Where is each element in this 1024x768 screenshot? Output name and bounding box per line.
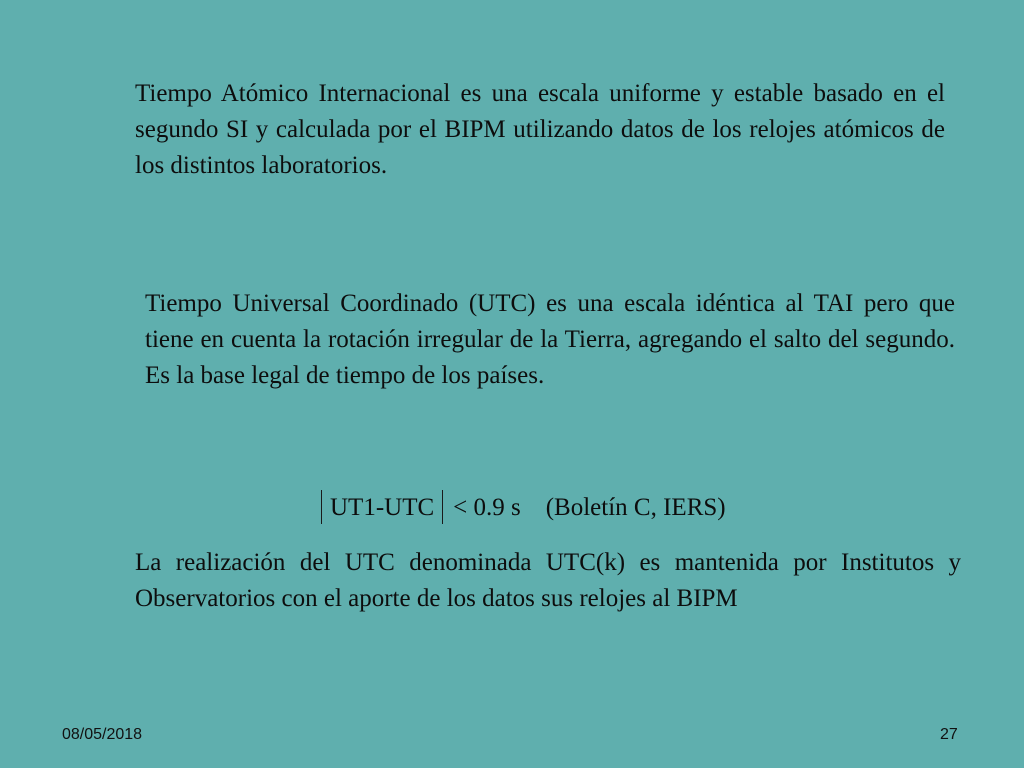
- formula-expression: UT1-UTC: [330, 494, 435, 521]
- formula-condition: < 0.9 s: [453, 494, 521, 521]
- paragraph-tai: Tiempo Atómico Internacional es una escala uniforme y estable basado en el segundo SI y calculada por el BIPM utilizando datos de los relojes atómicos de los distintos laboratorios.: [135, 80, 945, 179]
- abs-bar-left: [321, 490, 322, 524]
- footer-page-number: 27: [940, 726, 958, 743]
- abs-bar-right: [442, 490, 443, 524]
- footer-date: 08/05/2018: [62, 726, 143, 743]
- formula-spacer: [521, 494, 546, 521]
- formula-source: (Boletín C, IERS): [545, 494, 726, 521]
- paragraph-utck: La realización del UTC denominada UTC(k) es mantenida por Institutos y Observatorios con el aporte de los datos sus relojes al BIPM: [135, 549, 961, 612]
- paragraph-utc: Tiempo Universal Coordinado (UTC) es una escala idéntica al TAI pero que tiene en cuenta la rotación irregular de la Tierra, agregando el salto del segundo. Es la base legal de tiempo de los países.: [145, 290, 955, 389]
